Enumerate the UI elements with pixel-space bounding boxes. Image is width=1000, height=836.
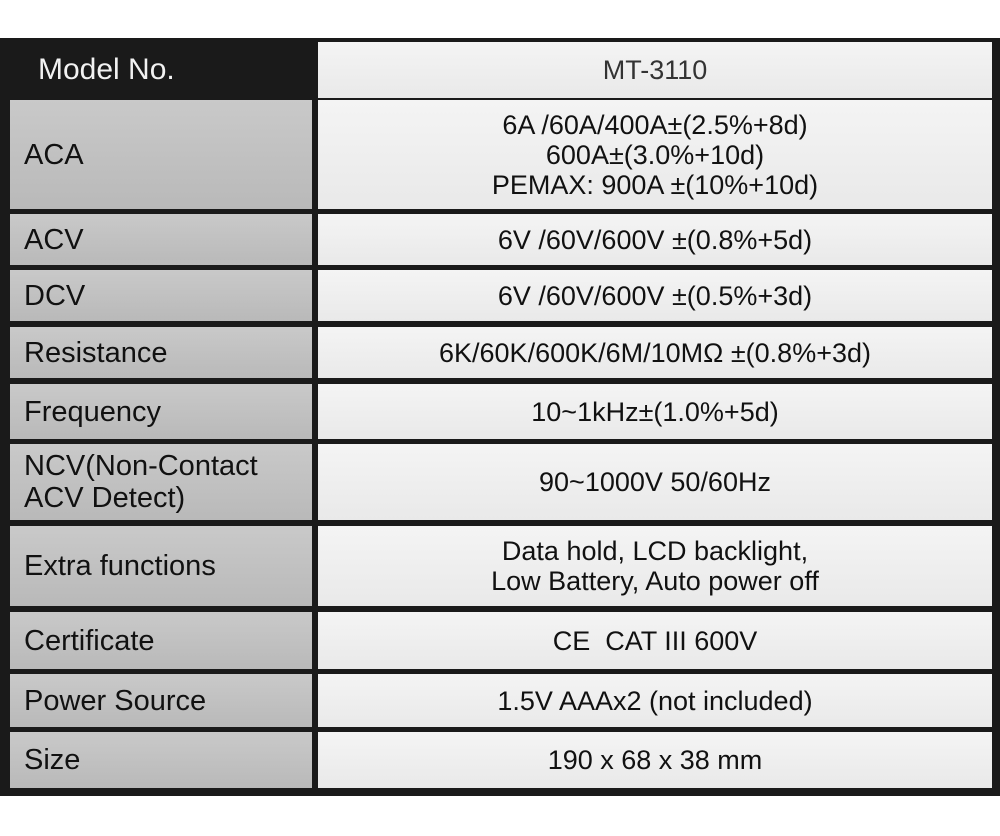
spec-label-resistance bbox=[10, 327, 312, 378]
spec-row-size bbox=[0, 732, 1000, 788]
spec-label-resistance-text: Resistance bbox=[24, 336, 168, 369]
spec-value-acv-text: 6V /60V/600V ±(0.8%+5d) bbox=[497, 224, 813, 255]
spec-value-dcv bbox=[318, 270, 992, 321]
spec-row-aca bbox=[0, 100, 1000, 209]
spec-row-acv bbox=[0, 214, 1000, 265]
spec-row-frequency bbox=[0, 384, 1000, 439]
spec-row-ncv bbox=[0, 444, 1000, 520]
spec-label-size-text: Size bbox=[24, 744, 81, 776]
spec-row-resistance bbox=[0, 327, 1000, 378]
spec-value-resistance bbox=[318, 327, 992, 378]
spec-label-aca bbox=[10, 100, 312, 209]
spec-label-size bbox=[10, 732, 312, 788]
spec-value-resistance-text: 6K/60K/600K/6M/10MΩ ±(0.8%+3d) bbox=[439, 337, 871, 368]
spec-label-extra-functions bbox=[10, 526, 312, 606]
spec-value-power-source-text: 1.5V AAAx2 (not included) bbox=[497, 685, 813, 716]
spec-value-model-text: MT-3110 bbox=[602, 55, 708, 85]
spec-label-acv bbox=[10, 214, 312, 265]
spec-label-model-text: Model No. bbox=[38, 53, 175, 86]
spec-value-frequency-text: 10~1kHz±(1.0%+5d) bbox=[531, 396, 779, 427]
spec-value-ncv bbox=[318, 444, 992, 520]
spec-value-aca-line-2: 600A±(3.0%+10d) bbox=[545, 139, 765, 170]
spec-label-frequency bbox=[10, 384, 312, 439]
spec-row-extra-functions bbox=[0, 526, 1000, 606]
spec-label-acv-text: ACV bbox=[24, 223, 84, 256]
spec-row-certificate bbox=[0, 612, 1000, 669]
spec-label-certificate bbox=[10, 612, 312, 669]
spec-label-certificate-text: Certificate bbox=[24, 624, 155, 657]
spec-row-model bbox=[0, 42, 1000, 98]
spec-row-dcv bbox=[0, 270, 1000, 321]
spec-value-ncv-text: 90~1000V 50/60Hz bbox=[539, 467, 771, 497]
spec-label-ncv-line-2: ACV Detect) bbox=[24, 482, 186, 514]
spec-label-ncv-line-1: NCV(Non-Contact bbox=[24, 450, 258, 482]
spec-value-size-text: 190 x 68 x 38 mm bbox=[547, 745, 763, 775]
spec-value-acv bbox=[318, 214, 992, 265]
spec-label-extra-functions-text: Extra functions bbox=[24, 550, 216, 582]
spec-value-extra-functions-line-1: Data hold, LCD backlight, bbox=[501, 536, 809, 566]
spec-label-frequency-text: Frequency bbox=[24, 395, 162, 428]
spec-value-extra-functions-line-2: Low Battery, Auto power off bbox=[491, 566, 819, 596]
spec-value-size bbox=[318, 732, 992, 788]
spec-value-frequency bbox=[318, 384, 992, 439]
spec-label-power-source-text: Power Source bbox=[24, 684, 207, 717]
spec-label-power-source bbox=[10, 674, 312, 727]
spec-label-aca-text: ACA bbox=[24, 138, 84, 171]
spec-value-aca-line-3: PEMAX: 900A ±(10%+10d) bbox=[491, 169, 819, 200]
spec-value-dcv-text: 6V /60V/600V ±(0.5%+3d) bbox=[497, 280, 813, 311]
spec-value-certificate bbox=[318, 612, 992, 669]
spec-label-ncv bbox=[10, 444, 312, 520]
spec-value-aca-line-1: 6A /60A/400A±(2.5%+8d) bbox=[502, 109, 808, 140]
spec-value-aca bbox=[318, 100, 992, 209]
spec-label-dcv-text: DCV bbox=[24, 279, 86, 312]
spec-row-power-source bbox=[0, 674, 1000, 727]
spec-value-model bbox=[318, 42, 992, 98]
spec-label-model bbox=[10, 42, 312, 98]
spec-label-dcv bbox=[10, 270, 312, 321]
spec-value-extra-functions bbox=[318, 526, 992, 606]
spec-value-power-source bbox=[318, 674, 992, 727]
spec-table bbox=[0, 38, 1000, 796]
spec-value-certificate-text: CE CAT III 600V bbox=[552, 625, 758, 656]
